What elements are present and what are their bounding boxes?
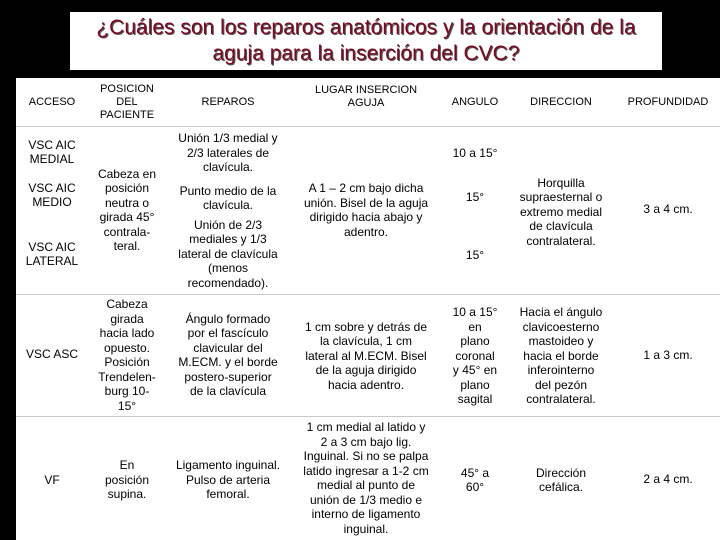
profundidad-vf: 2 a 4 cm. [643, 471, 693, 486]
direccion-aic: Horquilla supraesternal o extremo medial de clavícula contralateral. [519, 175, 603, 248]
reparos-aic-medial: Unión 1/3 medial y 2/3 laterales de clavícula. [178, 131, 278, 175]
lugar-aic: A 1 – 2 cm bajo dicha unión. Bisel de la aguja dirigido hacia abajo y adentro. [303, 181, 429, 239]
direccion-asc: Hacia el ángulo clavicoesterno mastoideo y hacia el borde inferointerno del pezón contralateral. [519, 305, 603, 407]
angulo-aic-medio: 15° [465, 189, 485, 204]
acceso-vf: VF [44, 472, 60, 487]
header-angulo: ANGULO [451, 95, 499, 108]
row-divider [16, 416, 720, 417]
posicion-vf: En posición supina. [104, 458, 150, 502]
header-direccion: DIRECCION [530, 95, 592, 108]
angulo-aic-medial: 10 a 15° [452, 145, 498, 160]
slide-title: ¿Cuáles son los reparos anatómicos y la orientación de la aguja para la inserción del CVC? [96, 16, 636, 65]
acceso-vsc-aic-medial: VSC AIC MEDIAL [28, 137, 76, 166]
header-posicion-paciente: POSICION DEL PACIENTE [99, 82, 155, 121]
header-profundidad: PROFUNDIDAD [627, 95, 709, 108]
reparos-asc: Ángulo formado por el fascículo clavicular del M.ECM. y el borde postero-superior de la clavícula [178, 311, 278, 398]
row-divider [16, 126, 720, 127]
header-lugar-insercion: LUGAR INSERCION AGUJA [314, 84, 418, 109]
reparos-vf: Ligamento inguinal. Pulso de arteria femoral. [175, 458, 281, 502]
direccion-vf: Dirección cefálica. [535, 465, 586, 494]
lugar-asc: 1 cm sobre y detrás de la clavícula, 1 cm lateral al M.ECM. Bisel de la aguja dirigido hacia adentro. [304, 319, 428, 392]
acceso-vsc-aic-lateral: VSC AIC LATERAL [25, 239, 79, 268]
profundidad-aic: 3 a 4 cm. [643, 201, 693, 216]
acceso-vsc-aic-medio: VSC AIC MEDIO [28, 180, 76, 209]
reparos-aic-lateral: Unión de 2/3 mediales y 1/3 lateral de clavícula (menos recomendado). [178, 217, 278, 290]
angulo-vf: 45° a 60° [460, 465, 490, 494]
reparos-aic-medio: Punto medio de la clavícula. [179, 183, 277, 212]
posicion-aic: Cabeza en posición neutra o girada 45° contrala- teral. [97, 166, 157, 253]
profundidad-asc: 1 a 3 cm. [643, 347, 693, 362]
title-box [70, 12, 662, 70]
angulo-asc: 10 a 15° en plano coronal y 45° en plano sagital [452, 305, 498, 407]
cvc-table [16, 78, 720, 540]
angulo-aic-lateral: 15° [465, 247, 485, 262]
header-acceso: ACCESO [28, 95, 76, 108]
posicion-asc: Cabeza girada hacia lado opuesto. Posición Trendelen- burg 10- 15° [98, 297, 156, 413]
lugar-vf: 1 cm medial al latido y 2 a 3 cm bajo lig. Inguinal. Si no se palpa latido ingresar a 1-2 cm medial al punto de unión de 1/3 medio e interno de ligamento inguinal. [303, 420, 429, 536]
acceso-vsc-asc: VSC ASC [25, 346, 79, 361]
row-divider [16, 294, 720, 295]
header-reparos: REPAROS [201, 95, 255, 108]
